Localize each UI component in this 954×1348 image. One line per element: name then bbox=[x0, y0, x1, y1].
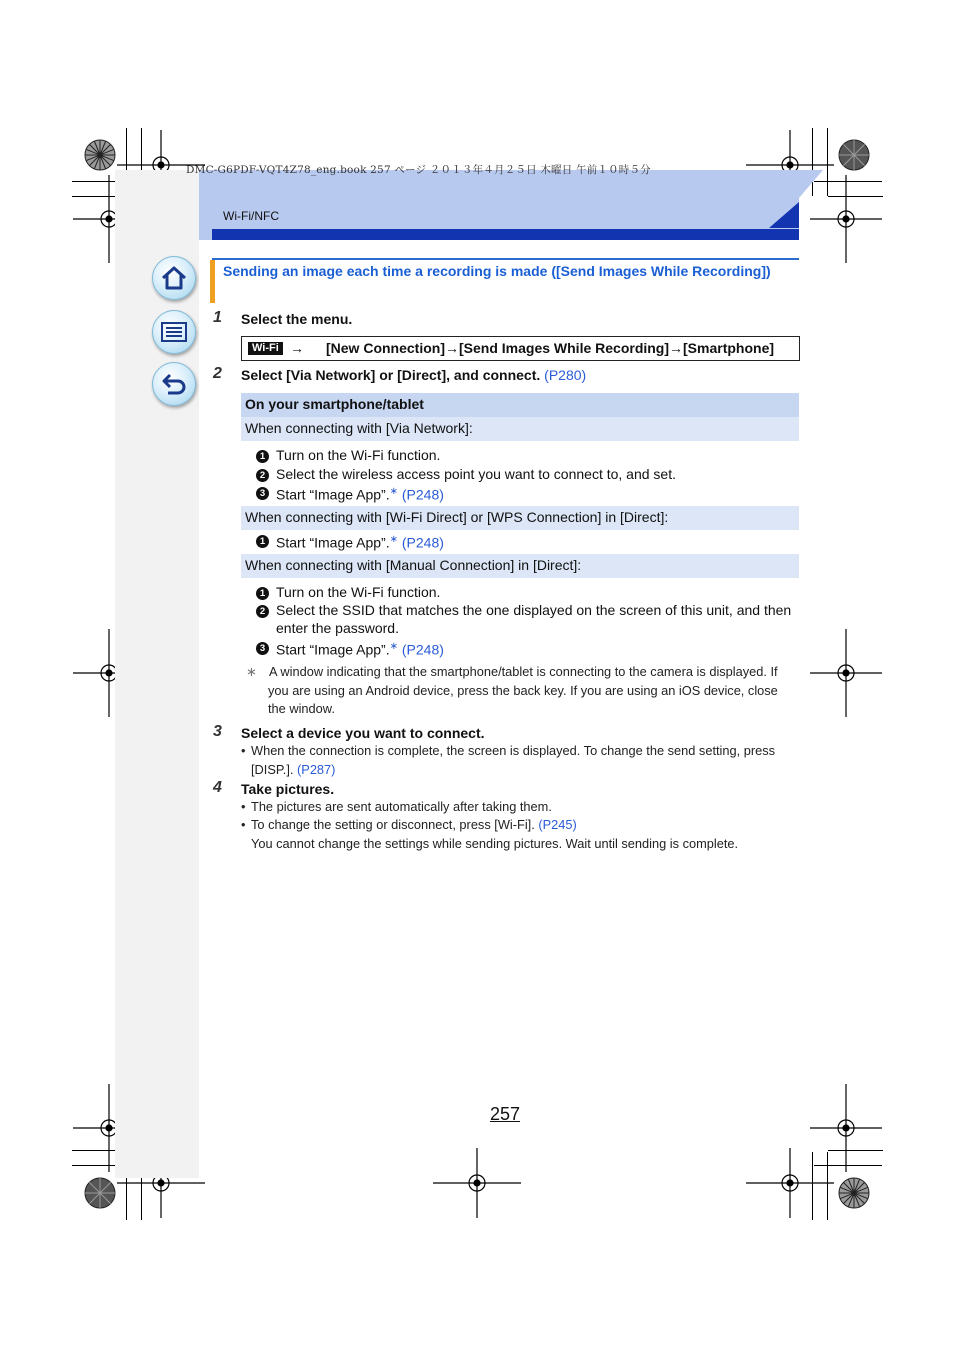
step-1-number: 1 bbox=[213, 309, 222, 326]
step-2-text: Select [Via Network] or [Direct], and connect. bbox=[241, 367, 541, 383]
footnote-text: A window indicating that the smartphone/tablet is connecting to the camera is displayed. If you are using an Android device, press the back key. If you are using an iOS device, close the window. bbox=[268, 664, 778, 716]
book-info-line: DMC-G6PDF-VQT4Z78_eng.book 257 ページ ２０１３年４月２５日 木曜日 午前１０時５分 bbox=[186, 164, 651, 176]
list-item: 2 Select the SSID that matches the one displayed on the screen of this unit, and then enter the password. bbox=[256, 601, 796, 619]
step-1-text: Select the menu. bbox=[241, 311, 353, 327]
step-2-heading bbox=[241, 367, 586, 383]
bullet-dot: • bbox=[241, 817, 246, 832]
menu-list-icon bbox=[159, 317, 189, 347]
step-3-text: Select a device you want to connect. bbox=[241, 725, 485, 741]
table-header: On your smartphone/tablet bbox=[241, 393, 799, 417]
step-4-extra-note: You cannot change the settings while sending pictures. Wait until sending is complete. bbox=[251, 836, 739, 851]
list-item: 1 Start “Image App”.∗ (P248) bbox=[256, 531, 796, 549]
step-4-number: 4 bbox=[213, 779, 222, 796]
number-1-icon: 1 bbox=[256, 535, 269, 548]
wifi-menu-tag: Wi-Fi bbox=[248, 342, 283, 355]
back-button[interactable] bbox=[152, 362, 196, 406]
list-item: 3 Start “Image App”.∗ (P248) bbox=[256, 638, 796, 656]
section-title: Sending an image each time a recording is made ([Send Images While Recording]) bbox=[223, 263, 771, 279]
number-2-icon: 2 bbox=[256, 469, 269, 482]
footnote-mark: ∗ bbox=[389, 486, 398, 497]
p280-link[interactable]: (P280) bbox=[544, 367, 587, 383]
wifi-direct-label: When connecting with [Wi-Fi Direct] or [WPS Connection] in [Direct]: bbox=[241, 506, 799, 530]
bullet-dot: • bbox=[241, 799, 246, 814]
section-accent-bar bbox=[210, 260, 215, 303]
step-3-number: 3 bbox=[213, 723, 222, 740]
menu-path-box bbox=[241, 336, 800, 361]
header-band bbox=[199, 170, 823, 240]
bullet-dot: • bbox=[241, 743, 246, 758]
step-4-bullet-1: The pictures are sent automatically after taking them. bbox=[251, 799, 552, 814]
step-2-number: 2 bbox=[213, 365, 222, 382]
manual-connection-label: When connecting with [Manual Connection] in [Direct]: bbox=[241, 554, 799, 578]
p248-link[interactable]: (P248) bbox=[401, 534, 444, 551]
back-icon bbox=[159, 369, 189, 399]
p248-link[interactable]: (P248) bbox=[401, 641, 444, 658]
number-1-icon: 1 bbox=[256, 450, 269, 463]
step-4-text: Take pictures. bbox=[241, 781, 335, 797]
p287-link[interactable]: (P287) bbox=[297, 761, 336, 777]
list-item: 3 Start “Image App”.∗ (P248) bbox=[256, 483, 796, 501]
contents-menu-button[interactable] bbox=[152, 310, 196, 354]
list-item: 1 Turn on the Wi-Fi function. bbox=[256, 446, 796, 464]
p248-link[interactable]: (P248) bbox=[401, 486, 444, 503]
number-1-icon: 1 bbox=[256, 587, 269, 600]
footnote-mark: ∗ bbox=[389, 534, 398, 545]
menu-path-text: [New Connection]→[Send Images While Recording]→[Smartphone] bbox=[326, 340, 775, 356]
list-item: 1 Turn on the Wi-Fi function. bbox=[256, 583, 796, 601]
number-2-icon: 2 bbox=[256, 605, 269, 618]
number-3-icon: 3 bbox=[256, 487, 269, 500]
footnote-marker: ∗ bbox=[246, 664, 257, 679]
step-4-bullet-2: To change the setting or disconnect, press [Wi-Fi]. (P245) bbox=[251, 817, 577, 832]
p245-link[interactable]: (P245) bbox=[538, 817, 577, 832]
section-rule bbox=[212, 258, 799, 260]
step-3-bullet: When the connection is complete, the screen is displayed. To change the send setting, press [DISP.]. (P287) bbox=[251, 743, 776, 777]
home-button[interactable] bbox=[152, 256, 196, 300]
home-icon bbox=[159, 263, 189, 293]
section-label: Wi-Fi/NFC bbox=[223, 209, 279, 223]
menu-arrow: → bbox=[290, 340, 304, 356]
number-3-icon: 3 bbox=[256, 642, 269, 655]
page-number: 257 bbox=[490, 1104, 521, 1124]
via-network-label: When connecting with [Via Network]: bbox=[241, 417, 799, 441]
footnote-mark: ∗ bbox=[389, 641, 398, 652]
list-item: 2 Select the wireless access point you want to connect to, and set. bbox=[256, 465, 796, 483]
